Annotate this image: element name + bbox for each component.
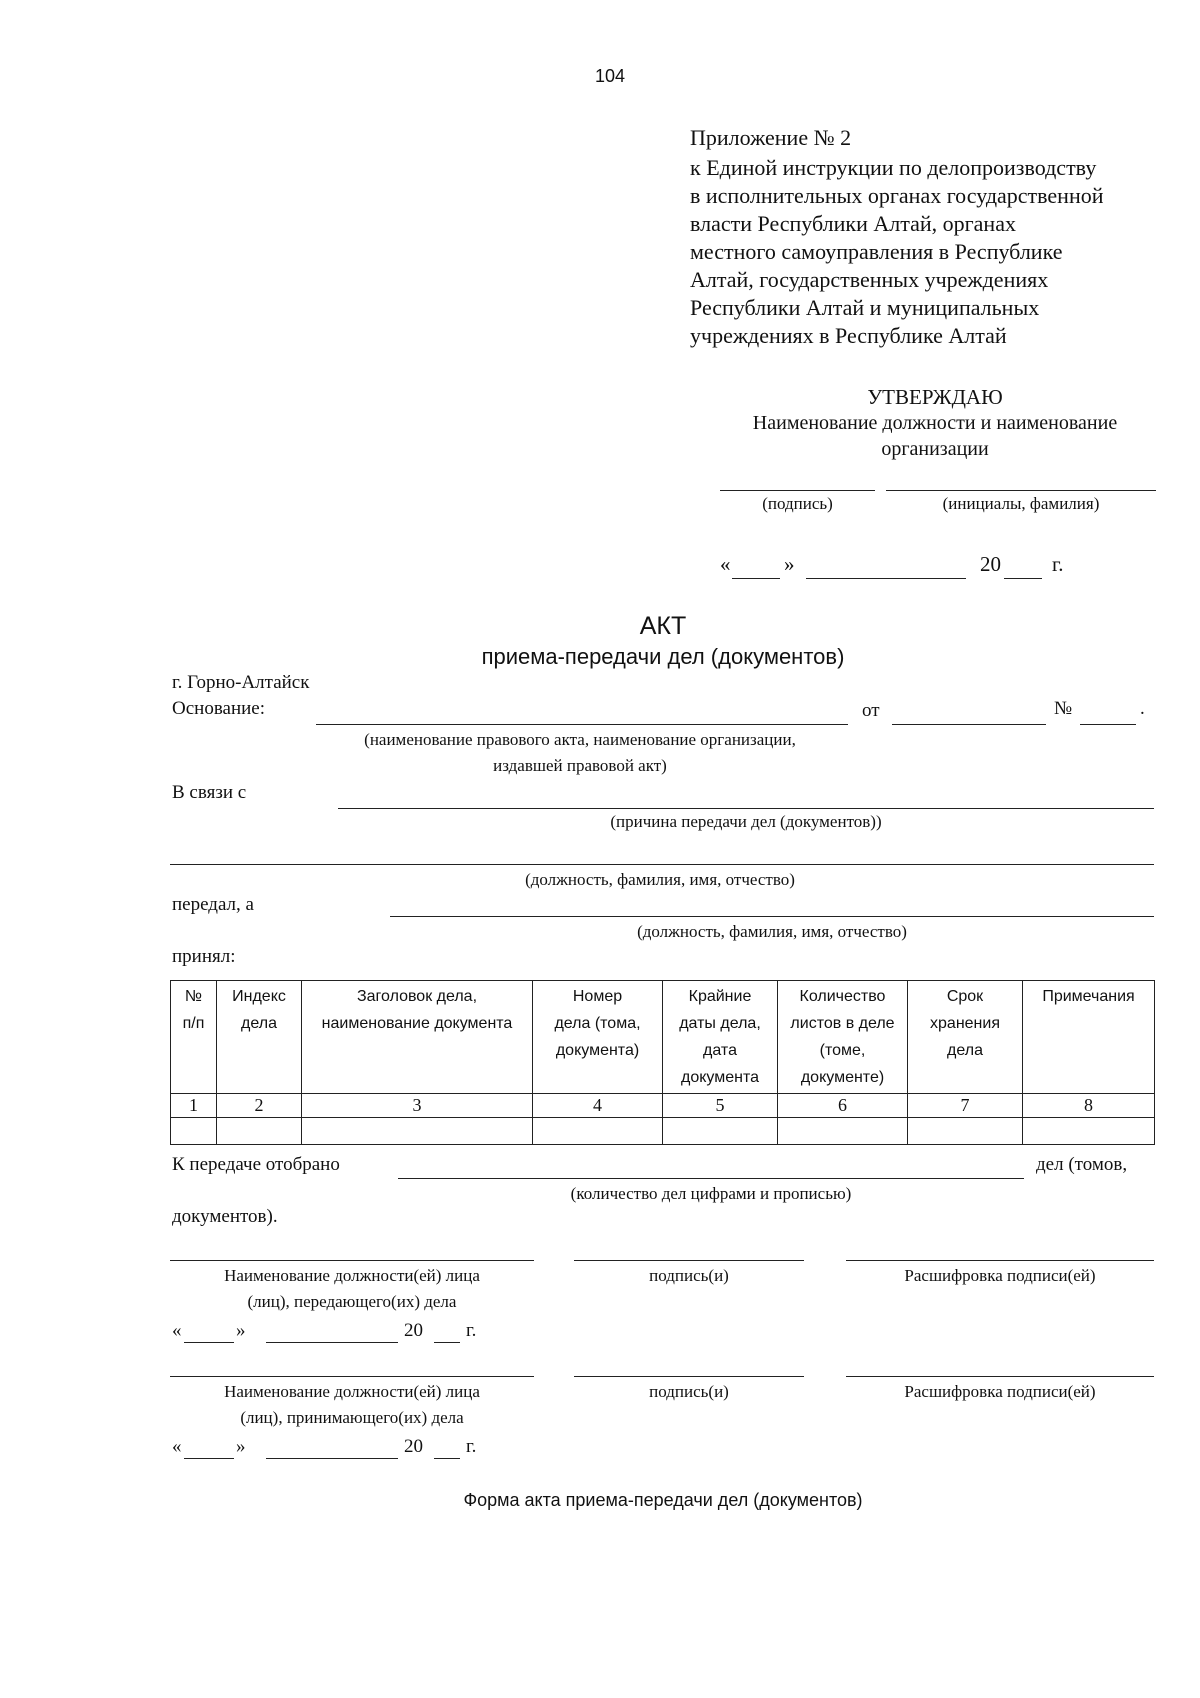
receiver-position-caption: Наименование должности(ей) лица — [224, 1382, 480, 1401]
table-cell[interactable] — [302, 1118, 533, 1145]
table-cell[interactable] — [908, 1118, 1023, 1145]
date-year-suffix: г. — [1052, 552, 1064, 576]
appendix-line: к Единой инструкции по делопроизводству — [690, 155, 1097, 180]
header-cell: Срок хранения дела — [908, 981, 1023, 1094]
header-cell: Примечания — [1023, 981, 1155, 1094]
appendix-title: Приложение № 2 — [690, 125, 852, 150]
column-number: 7 — [908, 1094, 1023, 1118]
selection-caption: (количество дел цифрами и прописью) — [570, 1184, 852, 1203]
table-cell[interactable] — [663, 1118, 778, 1145]
receiver-date-year-line[interactable] — [434, 1458, 460, 1459]
basis-caption: издавшей правовой акт) — [493, 756, 667, 775]
transferor-decoding-caption: Расшифровка подписи(ей) — [904, 1266, 1096, 1285]
person2-input-line[interactable] — [390, 916, 1154, 917]
selection-input-line[interactable] — [398, 1178, 1024, 1179]
page-number: 104 — [594, 66, 626, 86]
header-cell: № п/п — [171, 981, 217, 1094]
date-close-quote: » — [784, 552, 795, 576]
appendix-line: власти Республики Алтай, органах — [690, 211, 1016, 236]
approval-initials-line[interactable] — [886, 490, 1156, 491]
signature-caption: (подпись) — [762, 494, 833, 513]
header-cell: Крайние даты дела, дата документа — [663, 981, 778, 1094]
basis-caption: (наименование правового акта, наименование организации, — [364, 730, 796, 749]
initials-caption: (инициалы, фамилия) — [942, 494, 1100, 513]
header-cell: Заголовок дела, наименование документа — [302, 981, 533, 1094]
approval-position-line: Наименование должности и наименование — [752, 412, 1118, 434]
header-cell: Индекс дела — [217, 981, 302, 1094]
receiver-date-month-line[interactable] — [266, 1458, 398, 1459]
reason-label: В связи с — [172, 782, 247, 803]
column-number: 3 — [302, 1094, 533, 1118]
appendix-block — [690, 124, 1170, 350]
approve-heading: УТВЕРЖДАЮ — [867, 385, 1003, 409]
transferor-date-year: 20 — [404, 1320, 423, 1341]
transferor-date-close-quote: » — [236, 1320, 246, 1341]
reason-caption: (причина передачи дел (документов)) — [610, 812, 882, 831]
receiver-date-day-line[interactable] — [184, 1458, 234, 1459]
selection-suffix: дел (томов, — [1036, 1154, 1128, 1175]
received-label: принял: — [172, 946, 236, 967]
appendix-line: учреждениях в Республике Алтай — [690, 323, 1007, 348]
receiver-date-g: г. — [466, 1436, 477, 1457]
date-month-line[interactable] — [806, 578, 966, 579]
from-label: от — [862, 700, 880, 721]
column-number: 4 — [533, 1094, 663, 1118]
selection-continuation: документов). — [172, 1206, 278, 1227]
transferor-position-caption: (лиц), передающего(их) дела — [247, 1292, 457, 1311]
column-number: 2 — [217, 1094, 302, 1118]
person1-caption: (должность, фамилия, имя, отчество) — [525, 870, 795, 889]
documents-table — [170, 980, 1155, 1145]
approval-signature-line[interactable] — [720, 490, 875, 491]
transferor-date-month-line[interactable] — [266, 1342, 398, 1343]
receiver-decoding-line[interactable] — [846, 1376, 1154, 1377]
column-number: 5 — [663, 1094, 778, 1118]
receiver-decoding-caption: Расшифровка подписи(ей) — [904, 1382, 1096, 1401]
table-header-row — [171, 981, 1155, 1094]
receiver-date-year: 20 — [404, 1436, 423, 1457]
column-number: 6 — [778, 1094, 908, 1118]
city: г. Горно-Алтайск — [172, 672, 310, 693]
table-cell[interactable] — [778, 1118, 908, 1145]
receiver-signature-caption: подпись(и) — [649, 1382, 729, 1401]
date-year-line[interactable] — [1004, 578, 1042, 579]
receiver-position-line[interactable] — [170, 1376, 534, 1377]
transferor-date-year-line[interactable] — [434, 1342, 460, 1343]
appendix-line: местного самоуправления в Республике — [690, 239, 1063, 264]
basis-date-line[interactable] — [892, 724, 1046, 725]
person1-input-line[interactable] — [170, 864, 1154, 865]
column-number: 1 — [171, 1094, 217, 1118]
basis-number-line[interactable] — [1080, 724, 1136, 725]
receiver-signature-line[interactable] — [574, 1376, 804, 1377]
receiver-date-close-quote: » — [236, 1436, 246, 1457]
receiver-date-open-quote: « — [172, 1436, 182, 1457]
transferor-position-line[interactable] — [170, 1260, 534, 1261]
receiver-position-caption: (лиц), принимающего(их) дела — [240, 1408, 464, 1427]
table-cell[interactable] — [217, 1118, 302, 1145]
selection-label: К передаче отобрано — [172, 1154, 340, 1175]
reason-input-line[interactable] — [338, 808, 1154, 809]
number-label: № — [1054, 698, 1073, 719]
footer-caption: Форма акта приема-передачи дел (документов) — [463, 1490, 863, 1510]
basis-input-line[interactable] — [316, 724, 848, 725]
period: . — [1140, 698, 1145, 719]
transferor-signature-caption: подпись(и) — [649, 1266, 729, 1285]
appendix-line: Алтай, государственных учреждениях — [690, 267, 1049, 292]
date-year-prefix: 20 — [980, 552, 1001, 576]
transferor-date-open-quote: « — [172, 1320, 182, 1341]
transferred-label: передал, а — [172, 894, 254, 915]
table-number-row — [171, 1094, 1155, 1118]
act-subtitle: приема-передачи дел (документов) — [481, 644, 845, 669]
transferor-position-caption: Наименование должности(ей) лица — [224, 1266, 480, 1285]
table-row[interactable] — [171, 1118, 1155, 1145]
person2-caption: (должность, фамилия, имя, отчество) — [637, 922, 907, 941]
transferor-date-day-line[interactable] — [184, 1342, 234, 1343]
table-cell[interactable] — [1023, 1118, 1155, 1145]
transferor-decoding-line[interactable] — [846, 1260, 1154, 1261]
act-title: АКТ — [639, 612, 687, 640]
table-cell[interactable] — [533, 1118, 663, 1145]
date-day-line[interactable] — [732, 578, 780, 579]
basis-label: Основание: — [172, 698, 266, 719]
appendix-line: в исполнительных органах государственной — [690, 183, 1104, 208]
transferor-signature-line[interactable] — [574, 1260, 804, 1261]
header-cell: Количество листов в деле (томе, документе) — [778, 981, 908, 1094]
column-number: 8 — [1023, 1094, 1155, 1118]
appendix-line: Республики Алтай и муниципальных — [690, 295, 1040, 320]
approval-block — [720, 384, 1150, 462]
transferor-date-g: г. — [466, 1320, 477, 1341]
table-cell[interactable] — [171, 1118, 217, 1145]
date-open-quote: « — [720, 552, 731, 576]
approval-position-line: организации — [881, 438, 989, 460]
header-cell: Номер дела (тома, документа) — [533, 981, 663, 1094]
